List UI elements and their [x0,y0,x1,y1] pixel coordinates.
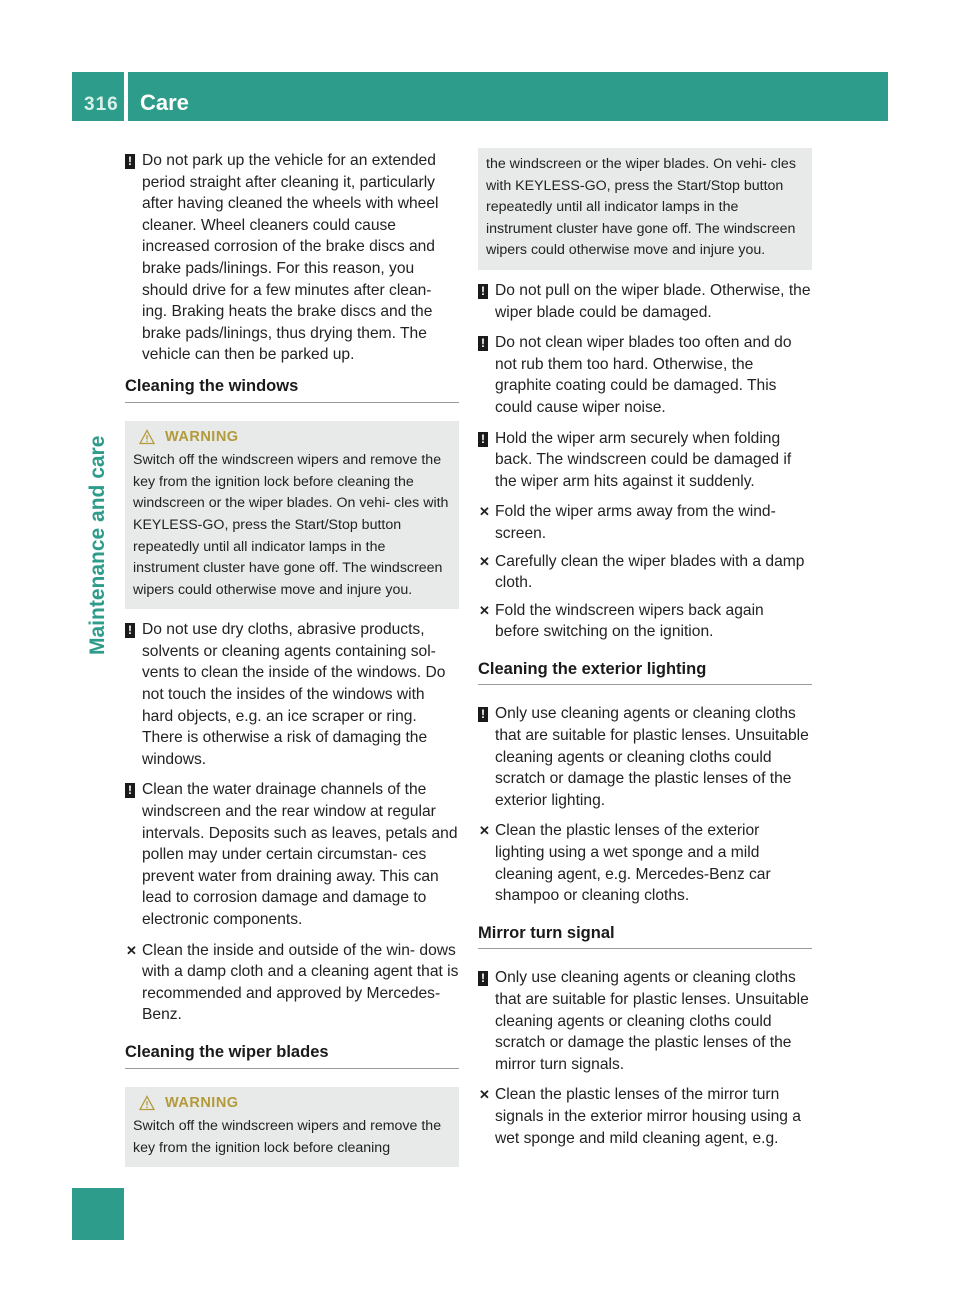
note-text: Do not pull on the wiper blade. Otherwise, the wiper blade could be damaged. [495,281,811,321]
arrow-right-icon: ✕ [479,823,490,839]
heading-mirror-turn-signal: Mirror turn signal [478,923,812,950]
side-tab-square [72,1188,124,1240]
arrow-right-icon: ✕ [126,942,137,958]
note-text: Hold the wiper arm securely when folding back. The windscreen could be damaged if the wiper arm hits against it suddenly. [495,429,792,490]
right-column [478,150,812,1155]
note-dry-cloths [125,619,459,770]
exclamation-box-icon: ! [478,971,488,986]
step-text: Clean the plastic lenses of the mirror turn signals in the exterior mirror housing using a wet sponge and mild cleaning agent, e.g. [495,1086,801,1147]
step-text: Clean the plastic lenses of the exterior lighting using a wet sponge and a mild cleaning agent, e.g. Mercedes-Benz car shampoo or cleaning cloths. [495,822,771,905]
exclamation-box-icon: ! [125,154,135,169]
exclamation-box-icon: ! [478,336,488,351]
side-tab-label: Maintenance and care [86,435,109,655]
exclamation-box-icon: ! [478,284,488,299]
step-text: Fold the windscreen wipers back again before switching on the ignition. [495,601,764,641]
warning-text: Switch off the windscreen wipers and remove the key from the ignition lock before cleaning [133,1118,442,1156]
note-text: Only use cleaning agents or cleaning cloths that are suitable for plastic lenses. Unsuitable cleaning agents or cleaning cloths could scratch or damage the plastic lenses of the exterior lighting. [495,705,809,809]
step-text: Fold the wiper arms away from the wind- screen. [495,503,776,542]
arrow-right-icon: ✕ [479,602,490,618]
exclamation-box-icon: ! [125,783,135,798]
warning-box-wipers [125,1087,459,1168]
note-hold-arm [478,428,812,493]
step-clean-blades [478,551,812,594]
note-lighting-agents [478,703,812,811]
section-title: Care [140,90,189,115]
header-bar [72,72,888,121]
header-separator [124,72,128,121]
heading-cleaning-windows: Cleaning the windows [125,376,459,403]
step-text: Clean the inside and outside of the win- dows with a damp cloth and a cleaning agent that is recommended and approved by Mercedes-Benz. [142,941,459,1024]
note-pull-wiper [478,280,812,323]
note-drainage [125,779,459,930]
note-clean-too-often [478,332,812,418]
exclamation-box-icon: ! [478,707,488,722]
step-fold-back [478,600,812,643]
warning-text: the windscreen or the wiper blades. On vehi- cles with KEYLESS-GO, press the Start/Stop button repeatedly until all indicator lamps in the instrument cluster have gone off. The windscreen wipers could otherwise move and injure you. [486,156,796,259]
note-text: Do not park up the vehicle for an extended period straight after cleaning it, particularly after having cleaned the wheels with wheel cleaner. Wheel cleaners could cause increased corrosion of the brake discs and brake pads/linings. For this reason, you should drive for a few minutes after clean- ing. Braking heats the brake discs and the brake pads/linings, thus drying them. The vehicle can then be parked up. [142,152,439,364]
exclamation-box-icon: ! [125,623,135,638]
heading-exterior-lighting: Cleaning the exterior lighting [478,659,812,686]
note-mirror-agents [478,967,812,1075]
exclamation-box-icon: ! [478,432,488,447]
step-clean-mirror [478,1084,812,1149]
note-text: Do not use dry cloths, abrasive products, solvents or cleaning agents containing sol- vents to clean the inside of the windows. Do not touch the insides of the windows with hard objects, e.g. an ice scraper or ring. There is otherwise a risk of damaging the windows. [142,621,446,768]
left-column [125,150,459,1177]
warning-label: WARNING [165,1094,239,1111]
step-fold-away [478,501,812,544]
side-tab [84,395,114,655]
warning-box-windows [125,421,459,610]
step-text: Carefully clean the wiper blades with a damp cloth. [495,552,805,592]
note-text: Clean the water drainage channels of the windscreen and the rear window at regular intervals. Deposits such as leaves, petals and pollen may under certain circumstan- ces prevent water from draining away. This can lead to corrosion damage and damage to electronic components. [142,781,458,928]
warning-box-wipers-continued [478,148,812,270]
warning-text: Switch off the windscreen wipers and remove the key from the ignition lock before cleaning the windscreen or the wiper blades. On vehi- cles with KEYLESS-GO, press the Start/Stop button repeatedly until all indicator lamps in the instrument cluster have gone off. The windscreen wipers could otherwise move and injure you. [133,452,449,598]
warning-label: WARNING [165,428,239,445]
warning-triangle-icon [139,1095,155,1111]
note-text: Do not clean wiper blades too often and do not rub them too hard. Otherwise, the graphite coating could be damaged. This could cause wiper noise. [495,334,792,416]
page-number: 316 [84,94,119,115]
arrow-right-icon: ✕ [479,1087,490,1103]
note-text: Only use cleaning agents or cleaning cloths that are suitable for plastic lenses. Unsuitable cleaning agents or cleaning cloths could scratch or damage the plastic lenses of the mirror turn signals. [495,969,809,1073]
heading-cleaning-wipers: Cleaning the wiper blades [125,1042,459,1069]
warning-triangle-icon [139,429,155,445]
arrow-right-icon: ✕ [479,504,490,520]
step-clean-lighting [478,820,812,906]
note-park [125,150,459,366]
arrow-right-icon: ✕ [479,553,490,569]
step-clean-windows [125,940,459,1026]
